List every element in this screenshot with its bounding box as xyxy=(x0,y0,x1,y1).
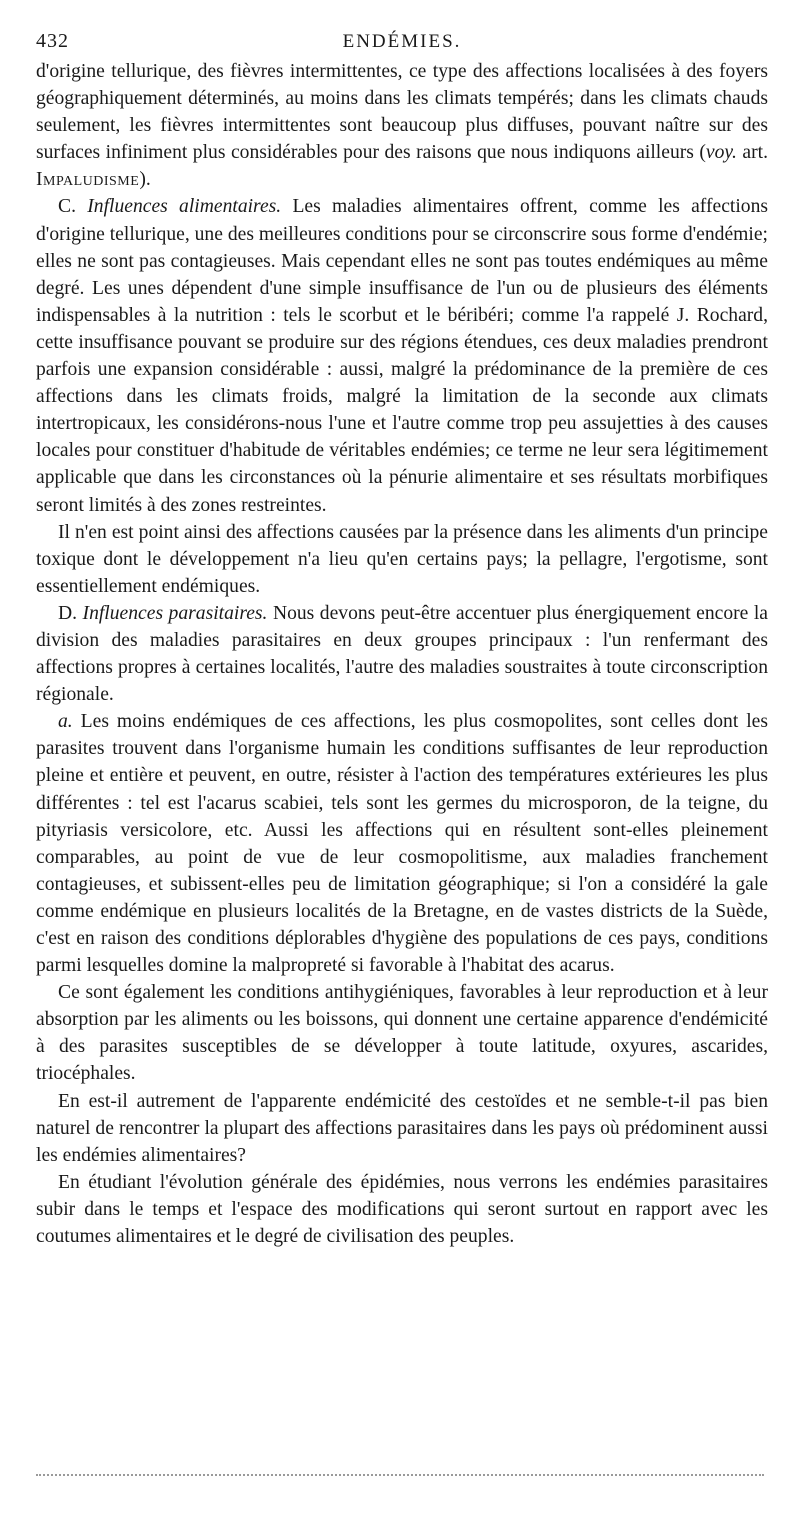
paragraph-text: Nous devons peut-être accentuer plus énergiquement encore la division des maladies parasitaires en deux groupes principaux : l'un renfermant des affections propres à certaines localités, l'autre des maladies soustraites à toute circonscription régionale. xyxy=(36,602,768,706)
section-letter: D. xyxy=(58,602,83,624)
cross-reference: Impaludisme xyxy=(36,169,140,191)
paragraph-5 xyxy=(36,708,768,979)
paragraph-1 xyxy=(36,58,768,193)
subsection-letter: a. xyxy=(58,711,73,733)
paragraph-text: ). xyxy=(139,169,151,191)
page-header xyxy=(36,28,768,58)
paragraph-text: Les moins endémiques de ces affections, les plus cosmopolites, sont celles dont les parasites trouvent dans l'organisme humain les conditions suffisantes de leur reproduction pleine et entière et peuvent, en outre, résister à l'action des températures extérieures les plus différentes : tel est l'acarus scabiei, tels sont les germes du microsporon, de la teigne, du pityriasis versicolore, etc. Aussi les affections qui en résultent sont-elles pleinement comparables, au point de vue de leur cosmopolitisme, aux maladies franchement contagieuses, et subissent-elles peu de limitation géographique; si l'on a considéré la gale comme endémique en plusieurs localités de la Bretagne, en de vastes districts de la Suède, c'est en raison des conditions déplorables d'hygiène des populations de ces pays, conditions parmi lesquelles domine la malpropreté si favorable à l'habitat des acarus. xyxy=(36,711,768,977)
section-heading: Influences parasitaires. xyxy=(82,602,268,624)
paragraph-3: Il n'en est point ainsi des affections causées par la présence dans les aliments d'un principe toxique dont le développement n'a lieu qu'en certains pays; la pellagre, l'ergotisme, sont essentiellement endémiques. xyxy=(36,521,768,597)
paragraph-7: En est-il autrement de l'apparente endémicité des cestoïdes et ne semble-t-il pas bien naturel de rencontrer la plupart des affections parasitaires dans les pays où prédominent aussi les endémies alimentaires? xyxy=(36,1090,768,1166)
section-letter: C. xyxy=(58,196,88,218)
paragraph-text: art. xyxy=(736,142,768,164)
italic-abbreviation: voy. xyxy=(705,142,737,164)
paragraph-2 xyxy=(36,193,768,518)
paragraph-6: Ce sont également les conditions antihygiéniques, favorables à leur reproduction et à leur absorption par les aliments ou les boissons, qui donnent une certaine apparence d'endémicité à des parasites susceptibles de se développer à toute latitude, oxyures, ascarides, triocéphales. xyxy=(36,982,768,1085)
page-body xyxy=(36,58,768,1250)
footer-rule xyxy=(36,1474,764,1476)
page-number: 432 xyxy=(36,30,69,52)
paragraph-4 xyxy=(36,600,768,708)
paragraph-text: Les maladies alimentaires offrent, comme les affections d'origine tellurique, une des meilleures conditions pour se circonscrire sous forme d'endémie; elles ne sont pas contagieuses. Mais cependant elles ne sont pas toutes endémiques au même degré. Les unes dépendent d'une simple insuffisance de l'un ou de plusieurs des éléments indispensables à la nutrition : tels le scorbut et le béribéri; comme l'a rappelé J. Rochard, cette insuffisance pouvant se produire sur des régions étendues, ces deux maladies prendront parfois une expansion considérable : aussi, malgré la prédominance de la première de ces affections dans les climats froids, malgré la limitation de la seconde aux climats intertropicaux, les considérons-nous l'une et l'autre comme trop peu assujetties à des causes locales pour constituer d'habitude de véritables endémies; ce terme ne leur sera légitimement applicable que dans les circonstances où la pénurie alimentaire et ses résultats morbifiques seront limités à des zones restreintes. xyxy=(36,196,768,516)
running-title: ENDÉMIES. xyxy=(342,31,462,52)
paragraph-8: En étudiant l'évolution générale des épidémies, nous verrons les endémies parasitaires subir dans le temps et l'espace des modifications qui seront surtout en rapport avec les coutumes alimentaires et le degré de civilisation des peuples. xyxy=(36,1171,768,1248)
paragraph-text: d'origine tellurique, des fièvres intermittentes, ce type des affections localisées à des foyers géographiquement déterminés, au moins dans les climats tempérés; dans les climats chauds seulement, les fièvres intermittentes sont beaucoup plus diffuses, pouvant naître sur des surfaces infiniment plus considérables pour des raisons que nous indiquons ailleurs ( xyxy=(36,61,768,164)
section-heading: Influences alimentaires. xyxy=(87,196,282,218)
